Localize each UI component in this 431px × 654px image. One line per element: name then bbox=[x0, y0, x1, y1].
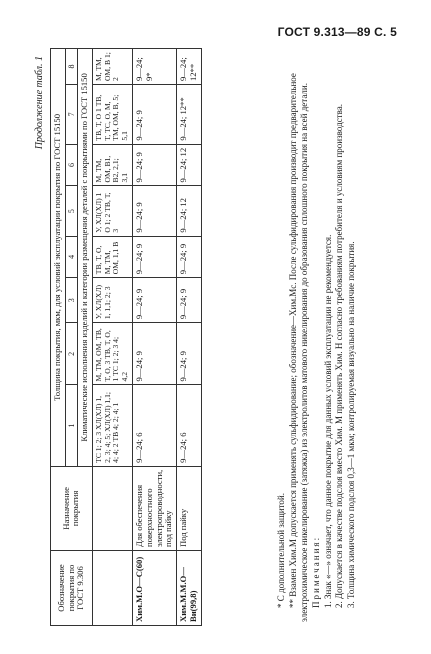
climate-cell-5: У, ХЛ(ХЛ) 1 О 1; 2 ТВ, Т, 3 bbox=[92, 186, 132, 236]
value-cell: 9—24; 9 bbox=[177, 278, 202, 323]
table-row bbox=[132, 49, 177, 626]
climate-cell-3: У, ХЛ(ХЛ) 1, 1,1; 2; 3 bbox=[92, 278, 132, 323]
value-cell: 9—24; 6 bbox=[177, 385, 202, 466]
climate-cell-4: ТВ, Т, О, М, ТМ, ОМ, 1,1 В bbox=[92, 236, 132, 278]
value-cell: 9—24; 6 bbox=[132, 385, 177, 466]
value-cell: 9—24; 9 bbox=[132, 323, 177, 385]
col-num-8: 8 bbox=[65, 49, 77, 85]
value-cell: 9—24; 9* bbox=[132, 49, 177, 85]
rotated-page-content bbox=[28, 48, 408, 628]
col-num-7: 7 bbox=[65, 85, 77, 145]
col-num-4: 4 bbox=[65, 236, 77, 278]
col-num-1: 1 bbox=[65, 385, 77, 466]
footnote-2: ** Взамен Хим.М допускается применять сульфидирование; обозначение—Хим.Мс. После сульфидирования производит предварительное электрохимическое никелирование (затяжка) из электролитов матового никелирования до образования сплошного покрытия на всей детали. bbox=[287, 73, 310, 622]
notes-block bbox=[276, 54, 358, 622]
value-cell: 9—24; 12** bbox=[177, 49, 202, 85]
row-code: Хим.М.М.О—Ви(99,8) bbox=[177, 551, 202, 626]
value-cell: 9—24; 12 bbox=[177, 186, 202, 236]
note-3: 3. Толщина химического подслоя 0,3—1 мкм; контролируемая визуально на наличие покрытия. bbox=[346, 241, 357, 608]
note-1: 1. Знак «—» означает, что данное покрытие для данных условий эксплуатации не рекомендуется. bbox=[322, 234, 333, 608]
row-code: Хим.М.О—С(60) bbox=[132, 551, 177, 626]
row-purpose: Под пайку bbox=[177, 466, 202, 550]
col-num-6: 6 bbox=[65, 144, 77, 186]
climate-cell-6: М, ТМ, ОМ, В1, В2, 2,1; 3,1 bbox=[92, 144, 132, 186]
note-2: 2. Допускается в качестве подслоя вместо Хим. М применять Хим. Н согласно требованиям потребителя и условиям производства. bbox=[334, 104, 345, 608]
value-cell: 9—24; 9 bbox=[132, 236, 177, 278]
value-cell: 9—24; 9 bbox=[132, 186, 177, 236]
value-cell: 9—24; 9 bbox=[132, 278, 177, 323]
coating-table bbox=[50, 48, 202, 626]
col-num-2: 2 bbox=[65, 323, 77, 385]
climate-cell-7: ТВ, Т, О 1 ТВ, Т, ТС, О, М, ТМ, ОМ, В, 5; 5,1 bbox=[92, 85, 132, 145]
table-continuation-label: Продолжение табл. 1 bbox=[34, 56, 45, 150]
header-coating-code: Обозначение покрытия по ГОСТ 9.306 bbox=[51, 551, 93, 626]
header-purpose: Назначение покрытия bbox=[51, 466, 93, 550]
value-cell: 9—24; 12 bbox=[177, 144, 202, 186]
value-cell: 9—24; 9 bbox=[177, 236, 202, 278]
footnote-1: * С дополнительной защитой. bbox=[276, 493, 286, 608]
col-num-3: 3 bbox=[65, 278, 77, 323]
climate-cell-1: ТС 1; 2; 3 ХЛ(ХЛ) 1, 2, 3; 4; 5; ХЛ(ХЛ) 1,1; 4; 4; 2 ТВ 4; 2; 4; 1 bbox=[92, 385, 132, 466]
value-cell: 9—24; 12** bbox=[177, 85, 202, 145]
climate-cell-2: М, ТМ, ОМ, ТВ, Т, О, 3 ТВ, Т, О, 1 ТС 1; 2; 3 4; 4,2 bbox=[92, 323, 132, 385]
climate-cell-8: М, ТМ, ОМ, В 1; 2 bbox=[92, 49, 132, 85]
value-cell: 9—24; 9 bbox=[132, 144, 177, 186]
value-cell: 9—24; 9 bbox=[132, 85, 177, 145]
value-cell: 9—24; 9 bbox=[177, 323, 202, 385]
header-thickness: Толщина покрытия, мкм, для условий эксплуатации покрытия по ГОСТ 15150 bbox=[51, 49, 66, 467]
table-row bbox=[177, 49, 202, 626]
col-num-5: 5 bbox=[65, 186, 77, 236]
header-climate: Климатические исполнения изделий и категории размещения деталей с покрытиями по ГОСТ 15150 bbox=[78, 49, 93, 467]
notes-heading: Примечания: bbox=[311, 535, 322, 608]
row-purpose: Для обеспечения поверхностного электропроводности, под пайку bbox=[132, 466, 177, 550]
page-header: ГОСТ 9.313—89 С. 5 bbox=[277, 25, 397, 39]
